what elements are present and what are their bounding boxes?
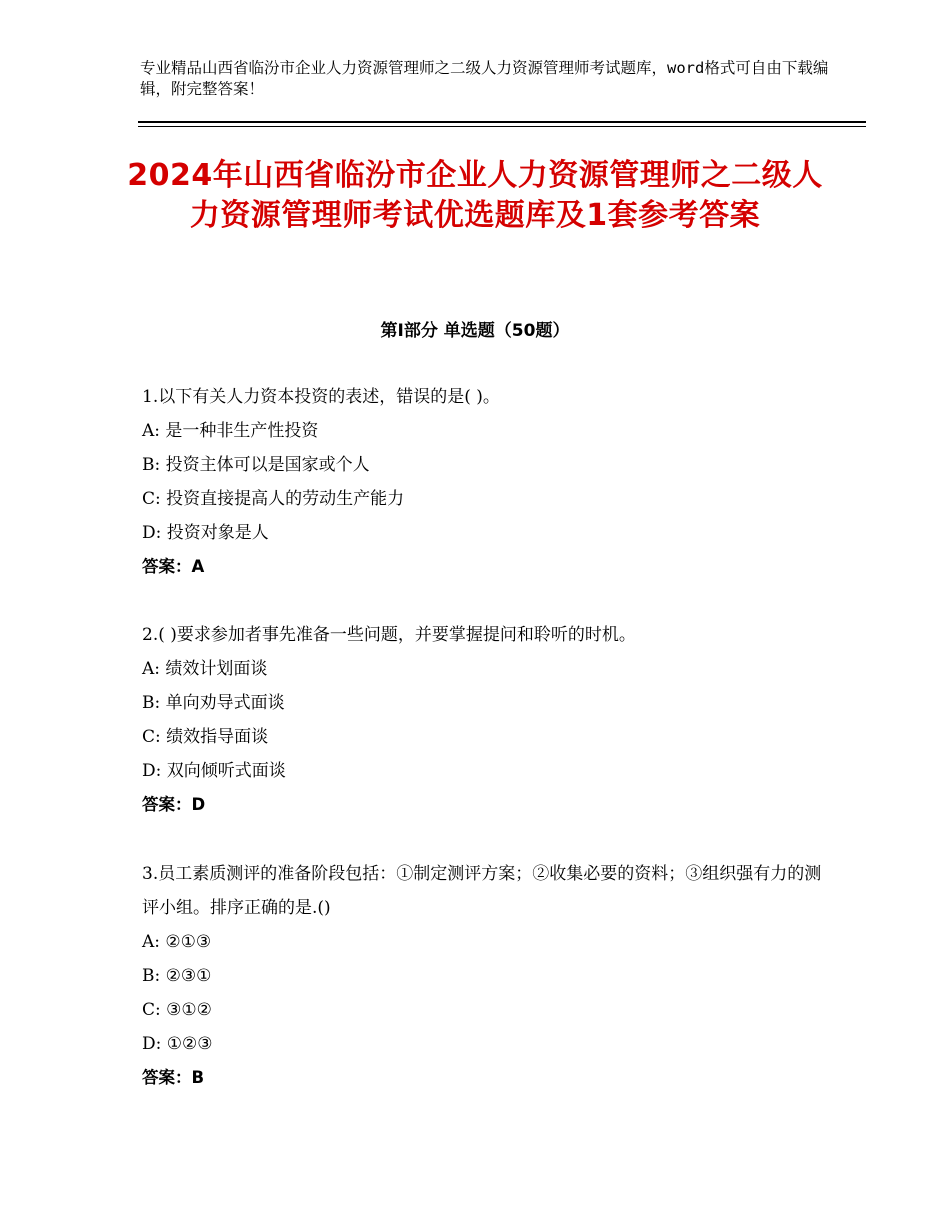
question-2: [142, 618, 822, 822]
option-b: B: 投资主体可以是国家或个人: [142, 455, 370, 475]
question-stem: 3.员工素质测评的准备阶段包括：①制定测评方案；②收集必要的资料；③组织强有力的测评小组。排序正确的是.(): [142, 864, 822, 918]
option-d: D: ①②③: [142, 1034, 213, 1054]
header-note: 专业精品山西省临汾市企业人力资源管理师之二级人力资源管理师考试题库，word格式可自由下载编辑，附完整答案！: [140, 59, 829, 98]
document-title: 2024年山西省临汾市企业人力资源管理师之二级人力资源管理师考试优选题库及1套参考答案: [127, 158, 823, 233]
question-stem: 1.以下有关人力资本投资的表述，错误的是( )。: [142, 387, 500, 407]
header-rule-thick: [138, 121, 866, 123]
answer: 答案：A: [142, 557, 205, 576]
option-c: C: ③①②: [142, 1000, 212, 1020]
question-1: [142, 380, 822, 584]
answer: 答案：D: [142, 795, 206, 814]
option-d: D: 双向倾听式面谈: [142, 761, 286, 781]
option-b: B: ②③①: [142, 966, 212, 986]
option-a: A: 绩效计划面谈: [142, 659, 268, 679]
option-a: A: ②①③: [142, 932, 212, 952]
option-a: A: 是一种非生产性投资: [142, 421, 319, 441]
section-title: 第Ⅰ部分 单选题（50题）: [380, 321, 570, 341]
question-3: [142, 857, 822, 1095]
header-rule-thin: [138, 126, 866, 127]
option-c: C: 绩效指导面谈: [142, 727, 269, 747]
option-b: B: 单向劝导式面谈: [142, 693, 285, 713]
option-d: D: 投资对象是人: [142, 523, 269, 543]
answer: 答案：B: [142, 1068, 205, 1087]
question-stem: 2.( )要求参加者事先准备一些问题，并要掌握提问和聆听的时机。: [142, 625, 636, 645]
option-c: C: 投资直接提高人的劳动生产能力: [142, 489, 405, 509]
